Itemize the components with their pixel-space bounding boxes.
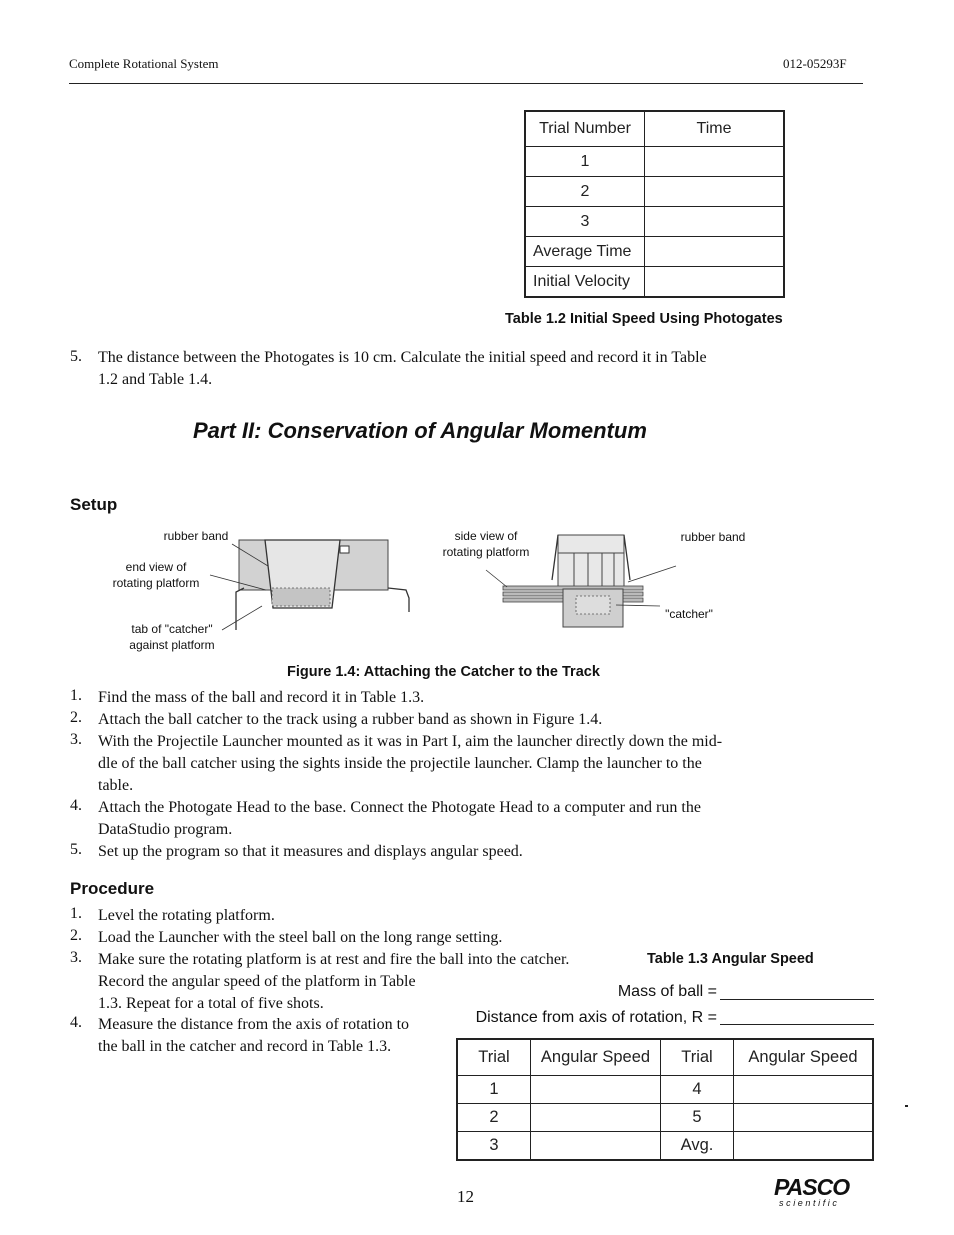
angular-speed-cell [531, 1104, 661, 1132]
row-label: 3 [525, 207, 645, 237]
table-header-time: Time [645, 111, 785, 147]
pasco-logo [774, 1176, 864, 1210]
angular-speed-cell [734, 1076, 874, 1104]
label-tab-line1: tab of "catcher" [131, 622, 213, 636]
step-number: 5. [70, 348, 82, 365]
label-end-view [104, 559, 208, 591]
row-value [645, 207, 785, 237]
procedure-step-3-line: Record the angular speed of the platform in Table [98, 973, 416, 990]
table-initial-speed [524, 110, 785, 298]
row-value [645, 267, 785, 298]
step-number: 1. [70, 687, 82, 704]
setup-step-4-line: Attach the Photogate Head to the base. Connect the Photogate Head to a computer and run the [98, 799, 701, 816]
table-row [457, 1104, 873, 1132]
mass-of-ball-blank [720, 999, 874, 1000]
logo-sub: scientific [779, 1198, 840, 1208]
label-tab-line2: against platform [129, 638, 215, 652]
step-number: 3. [70, 949, 82, 966]
trial-cell: 4 [661, 1076, 734, 1104]
table-header-trial: Trial [457, 1039, 531, 1076]
setup-step-4-line: DataStudio program. [98, 821, 233, 838]
table-row [457, 1132, 873, 1161]
setup-step-1: Find the mass of the ball and record it in Table 1.3. [98, 689, 425, 706]
label-rubber-band-right: rubber band [680, 530, 746, 544]
angular-speed-cell [531, 1132, 661, 1161]
procedure-step-1: Level the rotating platform. [98, 907, 275, 924]
setup-step-5: Set up the program so that it measures and displays angular speed. [98, 843, 523, 860]
procedure-step-3-line: Make sure the rotating platform is at rest and fire the ball into the catcher. [98, 951, 570, 968]
part-title: Part II: Conservation of Angular Momentum [193, 418, 647, 443]
table-row [525, 237, 784, 267]
step-number: 4. [70, 1014, 82, 1031]
step5-line2: 1.2 and Table 1.4. [98, 371, 213, 388]
page-number: 12 [457, 1187, 474, 1206]
table-row [525, 207, 784, 237]
angular-speed-cell [734, 1104, 874, 1132]
step5-text [98, 347, 798, 391]
trial-cell: Avg. [661, 1132, 734, 1161]
row-value [645, 177, 785, 207]
table-row [457, 1076, 873, 1104]
label-end-view-line1: end view of [125, 560, 187, 574]
table-header-angular-speed: Angular Speed [531, 1039, 661, 1076]
row-label: 2 [525, 177, 645, 207]
row-label: Initial Velocity [525, 267, 645, 298]
step-number: 2. [70, 927, 82, 944]
setup-step-3-line: dle of the ball catcher using the sights inside the projectile launcher. Clamp the launcher to the [98, 755, 702, 772]
table-angular-speed [456, 1038, 874, 1161]
angular-speed-cell [531, 1076, 661, 1104]
table-header-trial-number: Trial Number [525, 111, 645, 147]
label-tab-catcher [120, 621, 224, 653]
setup-step-4 [98, 797, 798, 841]
procedure-step-4-line: the ball in the catcher and record in Table 1.3. [98, 1038, 392, 1055]
step-number: 4. [70, 797, 82, 814]
procedure-heading: Procedure [70, 879, 155, 898]
procedure-step-2: Load the Launcher with the steel ball on the long range setting. [98, 929, 503, 946]
setup-step-2: Attach the ball catcher to the track using a rubber band as shown in Figure 1.4. [98, 711, 603, 728]
step-number: 5. [70, 841, 82, 858]
header-rule [69, 83, 863, 84]
procedure-step-4 [98, 1014, 409, 1058]
document-number: 012-05293F [783, 56, 847, 71]
table-row [525, 177, 784, 207]
table-header-angular-speed: Angular Speed [734, 1039, 874, 1076]
label-rubber-band-left: rubber band [163, 529, 229, 543]
label-side-view-line2: rotating platform [442, 545, 530, 559]
label-side-view [436, 528, 536, 560]
procedure-step-3-line: 1.3. Repeat for a total of five shots. [98, 995, 324, 1012]
trial-cell: 3 [457, 1132, 531, 1161]
trial-cell: 2 [457, 1104, 531, 1132]
table-row [525, 147, 784, 177]
setup-heading: Setup [70, 495, 118, 514]
step-number: 1. [70, 905, 82, 922]
row-value [645, 237, 785, 267]
trial-cell: 5 [661, 1104, 734, 1132]
setup-step-3-line: With the Projectile Launcher mounted as it was in Part I, aim the launcher directly down the mid- [98, 733, 723, 750]
step-number: 3. [70, 731, 82, 748]
table-row [525, 267, 784, 298]
table-header-trial: Trial [661, 1039, 734, 1076]
trial-cell: 1 [457, 1076, 531, 1104]
label-side-view-line1: side view of [454, 529, 518, 543]
distance-axis-blank [720, 1024, 874, 1025]
row-label: 1 [525, 147, 645, 177]
setup-step-3 [98, 731, 798, 797]
label-catcher: "catcher" [665, 607, 713, 621]
setup-step-3-line: table. [98, 777, 134, 794]
procedure-step-4-line: Measure the distance from the axis of rotation to [98, 1016, 410, 1033]
mass-of-ball-label: Mass of ball = [617, 983, 717, 1000]
logo-brand: PASCO [774, 1174, 850, 1200]
table12-caption: Table 1.2 Initial Speed Using Photogates [505, 311, 783, 327]
step-number: 2. [70, 709, 82, 726]
end-view-drawing [210, 540, 409, 630]
angular-speed-cell [734, 1132, 874, 1161]
step5-line1: The distance between the Photogates is 10 cm. Calculate the initial speed and record it in Table [98, 349, 707, 366]
distance-axis-label: Distance from axis of rotation, R = [475, 1009, 717, 1026]
label-end-view-line2: rotating platform [112, 576, 200, 590]
scan-mark [905, 1105, 908, 1107]
procedure-step-3 [98, 949, 569, 1015]
row-label: Average Time [525, 237, 645, 267]
table13-caption: Table 1.3 Angular Speed [647, 951, 814, 967]
running-header-title: Complete Rotational System [69, 56, 219, 71]
figure-caption: Figure 1.4: Attaching the Catcher to the Track [287, 664, 600, 680]
row-value [645, 147, 785, 177]
